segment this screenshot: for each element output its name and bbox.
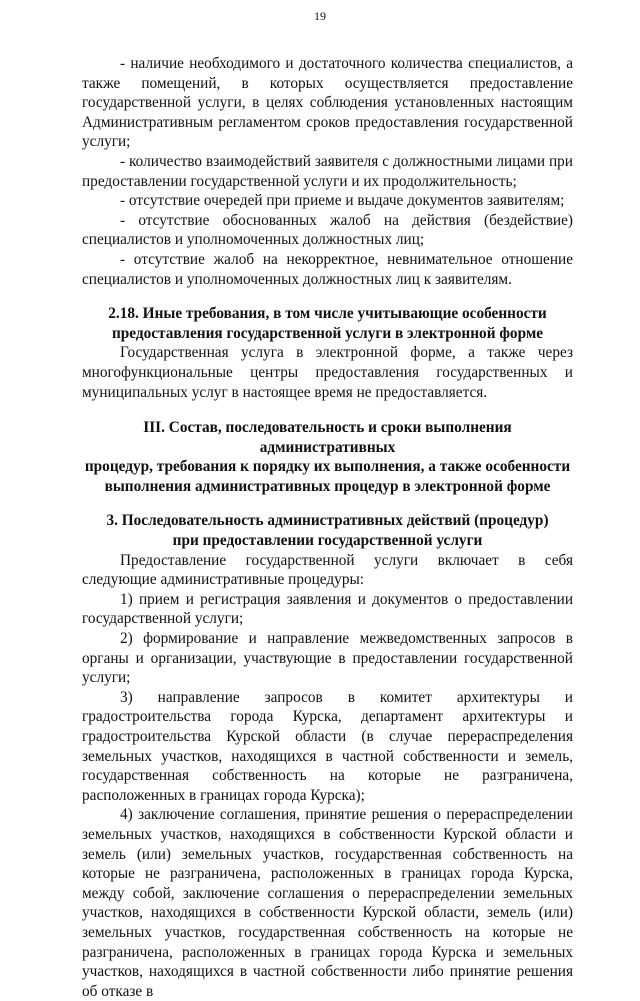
section-3-heading-line2: процедур, требования к порядку их выполнения, а также особенности: [84, 458, 571, 476]
paragraph-interactions: - количество взаимодействий заявителя с должностными лицами при предоставлении государственной услуги и их продолжительность;: [82, 152, 573, 190]
procedure-item-3: 3) направление запросов в комитет архитектуры и градостроительства города Курска, департамент архитектуры и градостроительства Курской области (в случае перераспределения земельных участков, находящихся в частной собственности и земель, государственная собственность на которые не разграничена, расположенных в границах города Курска);: [82, 688, 573, 804]
subsection-3-intro: Предоставление государственной услуги включает в себя следующие административные процедуры:: [82, 551, 573, 589]
paragraph-specialists: - наличие необходимого и достаточного количества специалистов, а также помещений, в которых осуществляется предоставление государственной услуги, в целях соблюдения установленных настоящим Административным регламентом сроков предоставления государственной услуги;: [82, 55, 573, 151]
subsection-3-heading-line2: при предоставлении государственной услуги: [172, 532, 483, 550]
procedure-item-2: 2) формирование и направление межведомственных запросов в органы и организации, участвующие в предоставлении государственной услуги;: [82, 630, 573, 687]
paragraph-attitude: - отсутствие жалоб на некорректное, невнимательное отношение специалистов и уполномоченных должностных лиц к заявителям.: [82, 250, 573, 288]
section-218-heading-line1: 2.18. Иные требования, в том числе учитывающие особенности: [108, 305, 547, 323]
subsection-3-heading-line1: 3. Последовательность административных действий (процедур): [106, 512, 549, 530]
section-218-text: Государственная услуга в электронной форме, а также через многофункциональные центры предоставления государственных и муниципальных услуг в настоящее время не предоставляется.: [82, 344, 573, 401]
section-3-heading-line1: III. Состав, последовательность и сроки выполнения административных: [143, 419, 512, 456]
procedure-item-1: 1) прием и регистрация заявления и документов о предоставлении государственной услуги;: [82, 590, 573, 628]
page-number: 19: [314, 9, 326, 23]
paragraph-queues: - отсутствие очередей при приеме и выдаче документов заявителям;: [120, 192, 565, 210]
paragraph-complaints: - отсутствие обоснованных жалоб на действия (бездействие) специалистов и уполномоченных должностных лиц;: [82, 211, 573, 249]
page-content: [82, 54, 573, 1001]
procedure-item-4: 4) заключение соглашения, принятие решения о перераспределении земельных участков, находящихся в собственности Курской области и земель (или) земельных участков, государственная собственность на которые не разграничена, расположенных в границах города Курска, между собой, заключение соглашения о перераспределении земельных участков, находящихся в собственности Курской области, земель (или) земельных участков, государственная собственность на которые не разграничена, расположенных в границах города Курска и земельных участков, находящихся в частной собственности либо принятие решения об отказе в: [82, 806, 573, 1000]
section-3-heading-line3: выполнения административных процедур в электронной форме: [104, 477, 551, 495]
section-218-heading-line2: предоставления государственной услуги в электронной форме: [111, 324, 544, 342]
